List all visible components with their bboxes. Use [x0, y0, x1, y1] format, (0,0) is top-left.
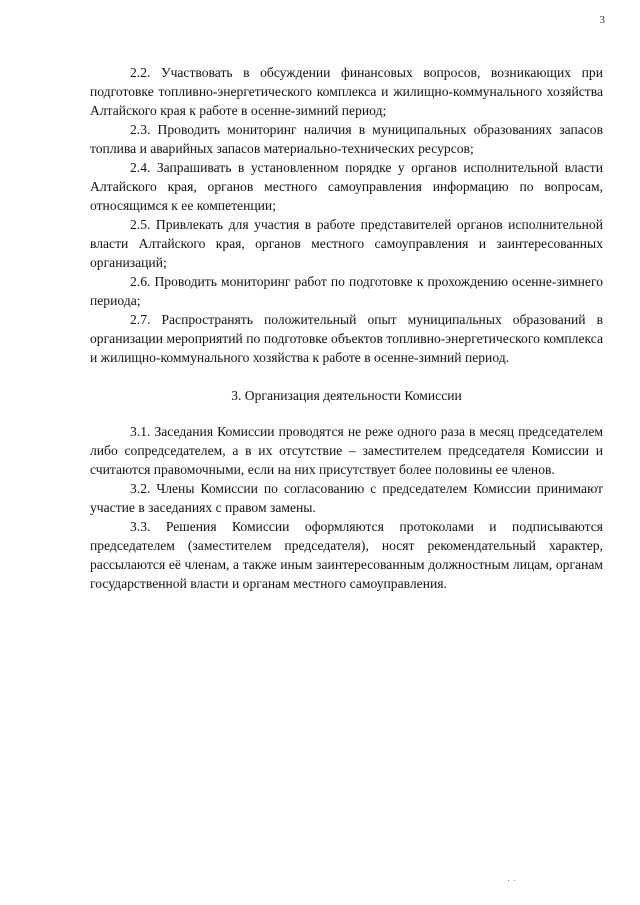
item-3-3: 3.3. Решения Комиссии оформляются протоколами и подписываются председателем (заместителем председателя), носят рекомендательный характер, рассылаются её членам, а также иным заинтересованным должностным лицам, органам государственной власти и органам местного самоуправления. — [90, 519, 603, 591]
document-body — [90, 63, 603, 593]
item-3-1: 3.1. Заседания Комиссии проводятся не реже одного раза в месяц председателем либо сопредседателем, а в их отсутствие – заместителем председателя Комиссии и считаются правомочными, если на них присутствует более половины ее членов. — [90, 424, 603, 477]
item-2-6: 2.6. Проводить мониторинг работ по подготовке к прохождению осенне-зимнего периода; — [90, 274, 603, 308]
item-2-3: 2.3. Проводить мониторинг наличия в муниципальных образованиях запасов топлива и аварийных запасов материально-технических ресурсов; — [90, 122, 603, 156]
page-number: 3 — [599, 14, 605, 26]
section-3-title: 3. Организация деятельности Комиссии — [231, 388, 462, 403]
item-2-5: 2.5. Привлекать для участия в работе представителей органов исполнительной власти Алтайского края, органов местного самоуправления и заинтересованных организаций; — [90, 217, 603, 270]
item-2-7: 2.7. Распространять положительный опыт муниципальных образований в организации мероприятий по подготовке объектов топливно-энергетического комплекса и жилищно-коммунального хозяйства к работе в осенне-зимний период. — [90, 312, 603, 365]
item-2-2: 2.2. Участвовать в обсуждении финансовых вопросов, возникающих при подготовке топливно-энергетического комплекса и жилищно-коммунального хозяйства Алтайского края к работе в осенне-зимний период; — [90, 65, 603, 118]
item-3-2: 3.2. Члены Комиссии по согласованию с председателем Комиссии принимают участие в заседаниях с правом замены. — [90, 481, 603, 515]
scan-speck — [508, 880, 509, 881]
item-2-4: 2.4. Запрашивать в установленном порядке у органов исполнительной власти Алтайского края, органов местного самоуправления информацию по вопросам, относящимся к ее компетенции; — [90, 160, 603, 213]
